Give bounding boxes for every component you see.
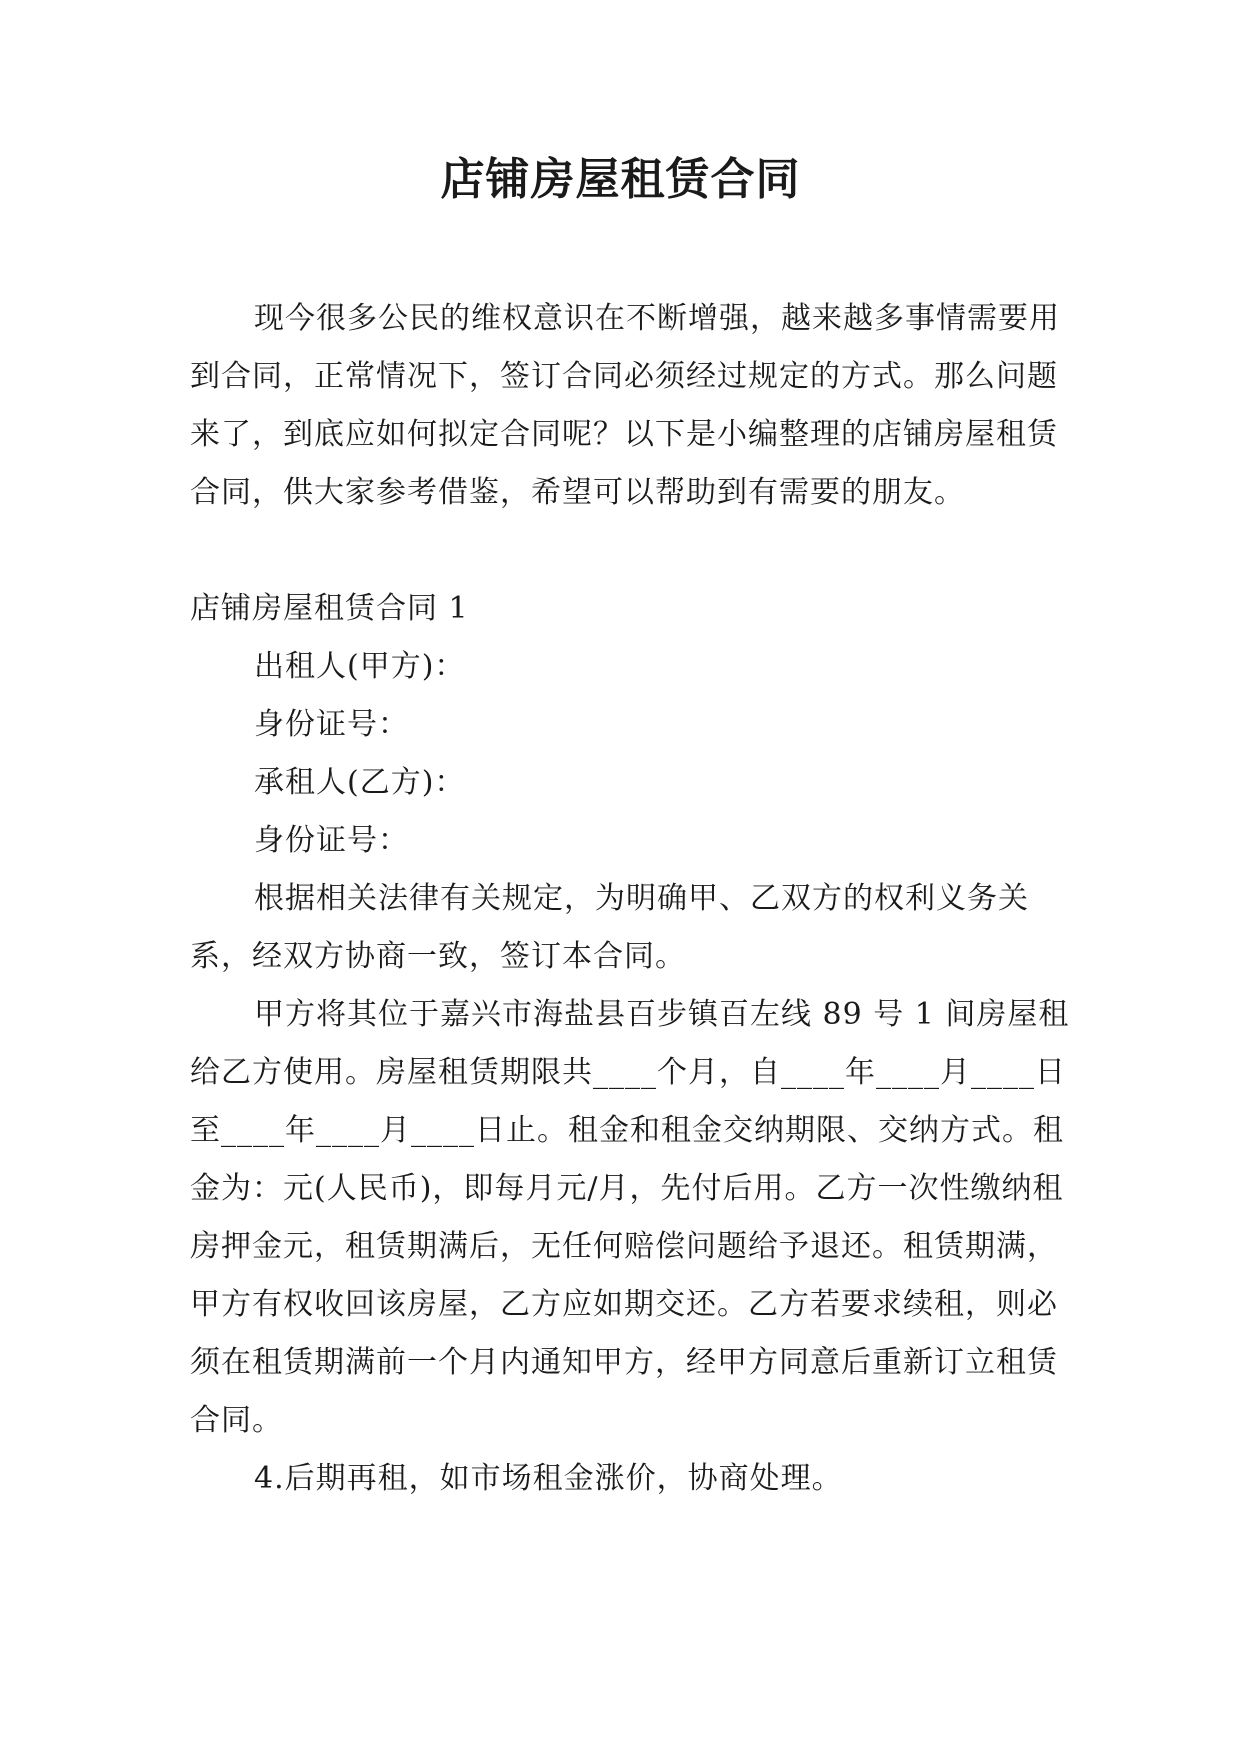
lessee-id-line: 身份证号： (254, 823, 409, 858)
section-heading: 店铺房屋租赁合同 1 (190, 591, 469, 626)
intro-paragraph: 现今很多公民的维权意识在不断增强，越来越多事情需要用到合同，正常情况下，签订合同必须经过规定的方式。那么问题来了，到底应如何拟定合同呢？以下是小编整理的店铺房屋租赁合同，供大家参考借鉴，希望可以帮助到有需要的朋友。 (190, 301, 1060, 510)
lessee-line: 承租人(乙方)： (254, 765, 466, 800)
lessor-line: 出租人(甲方)： (254, 649, 466, 684)
document-body (190, 290, 1070, 1508)
clause-4-paragraph: 4.后期再租，如市场租金涨价，协商处理。 (254, 1461, 843, 1496)
lease-terms-paragraph: 甲方将其位于嘉兴市海盐县百步镇百左线 89 号 1 间房屋租给乙方使用。房屋租赁期限共____个月，自____年____月____日至____年____月____日止。租金和租金交纳期限、交纳方式。租金为：元(人民币)，即每月元/月，先付后用。乙方一次性缴纳租房押金元，租赁期满后，无任何赔偿问题给予退还。租赁期满，甲方有权收回该房屋，乙方应如期交还。乙方若要求续租，则必须在租赁期满前一个月内通知甲方，经甲方同意后重新订立租赁合同。 (190, 997, 1070, 1438)
document-title: 店铺房屋租赁合同 (440, 154, 801, 205)
basis-paragraph: 根据相关法律有关规定，为明确甲、乙双方的权利义务关系，经双方协商一致，签订本合同。 (190, 881, 1029, 974)
lessor-id-line: 身份证号： (254, 707, 409, 742)
